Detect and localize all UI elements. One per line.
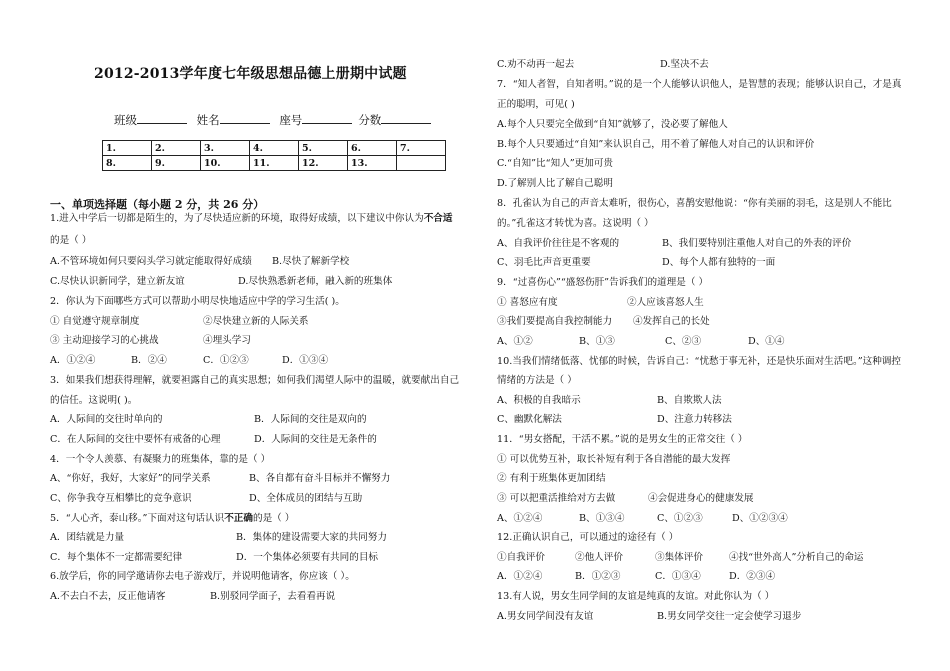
q9-choice-d: D、①④ bbox=[748, 336, 785, 347]
q11-item-4: ④会促进身心的健康发展 bbox=[648, 493, 754, 504]
q11-item-2: ② 有利于班集体更加团结 bbox=[497, 473, 606, 484]
q7-stem: 7．“知人者智，自知者明。”说的是一个人能够认识他人，是智慧的表现；能够认识自己，才是真 bbox=[497, 79, 902, 90]
q4-option-d: D、全体成员的团结与互助 bbox=[249, 493, 363, 504]
q7-option-b: B.每个人只要通过“自知”来认识自己，用不着了解他人对自己的认识和评价 bbox=[497, 139, 815, 150]
q4-option-b: B、各自都有奋斗目标并不懈努力 bbox=[249, 473, 391, 484]
q2-item-3: ③ 主动迎接学习的心挑战 bbox=[50, 335, 159, 346]
q5-option-b: B．集体的建设需要大家的共同努力 bbox=[236, 532, 387, 543]
answer-row bbox=[103, 141, 446, 156]
answer-cell[interactable]: 11. bbox=[250, 156, 299, 171]
answer-cell[interactable]: 10. bbox=[201, 156, 250, 171]
q8-stem: 8．孔雀认为自己的声音太难听，很伤心，喜鹊安慰他说：“你有美丽的羽毛，这是别人不能比 bbox=[497, 198, 892, 209]
answer-cell[interactable]: 13. bbox=[348, 156, 397, 171]
q13-option-b: B.男女同学交往一定会使学习退步 bbox=[657, 611, 802, 622]
seat-label: 座号 bbox=[279, 113, 303, 127]
answer-cell[interactable] bbox=[397, 156, 446, 171]
q10-option-b: B、自欺欺人法 bbox=[657, 395, 722, 406]
q5-option-d: D．一个集体必须要有共同的目标 bbox=[236, 552, 379, 563]
q11-choice-a: A、①②④ bbox=[497, 513, 543, 524]
q1-option-c: C.尽快认识新同学，建立新友谊 bbox=[50, 276, 185, 287]
q1-stem bbox=[50, 213, 453, 225]
q8-option-b: B、我们要特别注重他人对自己的外表的评价 bbox=[662, 238, 852, 249]
q7-option-a: A.每个人只要完全做到“自知”就够了，没必要了解他人 bbox=[497, 119, 728, 130]
q9-stem: 9．“过喜伤心”“盛怒伤肝”告诉我们的道理是（ ） bbox=[497, 277, 709, 288]
q2-choice-c: C．①②③ bbox=[203, 355, 249, 366]
q8-option-a: A、自我评价往往是不客观的 bbox=[497, 238, 620, 249]
score-blank bbox=[381, 112, 431, 124]
q7-option-d: D.了解别人比了解自己聪明 bbox=[497, 178, 613, 189]
q12-choice-a: A．①②④ bbox=[497, 571, 543, 582]
answer-cell[interactable]: 8. bbox=[103, 156, 152, 171]
q3-option-d: D．人际间的交往是无条件的 bbox=[254, 434, 377, 445]
class-blank bbox=[137, 112, 187, 124]
answer-table bbox=[102, 140, 446, 171]
q9-item-3: ③我们要提高自我控制能力 bbox=[497, 316, 613, 327]
student-info-line bbox=[114, 112, 437, 128]
class-label: 班级 bbox=[114, 113, 137, 127]
answer-cell[interactable]: 7. bbox=[397, 141, 446, 156]
q1-stem-cont: 的是（ ） bbox=[50, 235, 92, 246]
q6-option-c: C.劝不动再一起去 bbox=[497, 59, 575, 70]
answer-cell[interactable]: 3. bbox=[201, 141, 250, 156]
answer-cell[interactable]: 9. bbox=[152, 156, 201, 171]
q2-stem: 2．你认为下面哪些方式可以帮助小明尽快地适应中学的学习生活( )。 bbox=[50, 296, 345, 307]
q1-option-b: B.尽快了解新学校 bbox=[272, 256, 350, 267]
q11-item-1: ① 可以优势互补，取长补短有利于各自潜能的最大发挥 bbox=[497, 454, 731, 465]
q9-item-1: ① 喜怒应有度 bbox=[497, 297, 558, 308]
q5-stem bbox=[50, 513, 294, 525]
q3-option-c: C．在人际间的交往中要怀有戒备的心理 bbox=[50, 434, 221, 445]
q12-stem: 12.正确认识自己，可以通过的途径有（ ） bbox=[497, 532, 679, 543]
q9-item-2: ②人应该喜怒人生 bbox=[627, 297, 704, 308]
q5-option-a: A．团结就是力量 bbox=[50, 532, 125, 543]
q9-choice-c: C、②③ bbox=[665, 336, 702, 347]
q12-choice-c: C．①③④ bbox=[655, 571, 701, 582]
q2-item-1: ① 自觉遵守规章制度 bbox=[50, 316, 140, 327]
q9-item-4: ④发挥自己的长处 bbox=[633, 316, 710, 327]
seat-blank bbox=[302, 112, 352, 124]
answer-cell[interactable]: 6. bbox=[348, 141, 397, 156]
q3-stem-cont: 的信任。这说明( )。 bbox=[50, 395, 138, 406]
q2-item-2: ②尽快建立新的人际关系 bbox=[203, 316, 309, 327]
q11-choice-c: C、①②③ bbox=[657, 513, 703, 524]
name-label: 姓名 bbox=[196, 113, 220, 127]
q8-stem-cont: 的。”孔雀这才转忧为喜。这说明（ ） bbox=[497, 218, 654, 229]
q11-choice-d: D、①②③④ bbox=[732, 513, 788, 524]
q1-stem-emphasis: 不合适 bbox=[423, 213, 453, 224]
page-title: 2012-2013学年度七年级思想品德上册期中试题 bbox=[94, 66, 407, 82]
q5-option-c: C．每个集体不一定都需要纪律 bbox=[50, 552, 183, 563]
answer-cell[interactable]: 4. bbox=[250, 141, 299, 156]
q9-choice-b: B、①③ bbox=[579, 336, 615, 347]
section-heading: 一、单项选择题（每小题 2 分，共 26 分） bbox=[50, 198, 265, 211]
q5-stem-emphasis: 不正确 bbox=[224, 513, 253, 524]
q6-stem: 6.放学后，你的同学邀请你去电子游戏厅，并说明他请客，你应该（ ）。 bbox=[50, 571, 355, 582]
q6-option-d: D.坚决不去 bbox=[660, 59, 709, 70]
q10-stem: 10.当我们情绪低落、忧郁的时候，告诉自己：“忧愁于事无补，还是快乐面对生活吧。”这种调控 bbox=[497, 356, 902, 367]
q7-option-c: C.“自知”比“知人”更加可贵 bbox=[497, 158, 614, 169]
q10-option-d: D、注意力转移法 bbox=[657, 414, 732, 425]
q2-choice-d: D．①③④ bbox=[282, 355, 329, 366]
answer-row bbox=[103, 156, 446, 171]
answer-cell[interactable]: 12. bbox=[299, 156, 348, 171]
answer-cell[interactable]: 1. bbox=[103, 141, 152, 156]
q4-stem: 4．一个令人羡慕、有凝聚力的班集体，靠的是（ ） bbox=[50, 454, 271, 465]
q11-item-3: ③ 可以把重活推给对方去做 bbox=[497, 493, 616, 504]
q4-option-a: A、“你好，我好，大家好”的同学关系 bbox=[50, 473, 211, 484]
q9-choice-a: A、①② bbox=[497, 336, 533, 347]
name-blank bbox=[220, 112, 270, 124]
q2-item-4: ④埋头学习 bbox=[203, 335, 251, 346]
q10-option-a: A、积极的自我暗示 bbox=[497, 395, 581, 406]
q4-option-c: C、你争我夺互相攀比的竞争意识 bbox=[50, 493, 192, 504]
q12-item-4: ④找“世外高人”分析自己的命运 bbox=[729, 552, 864, 563]
answer-cell[interactable]: 5. bbox=[299, 141, 348, 156]
q6-option-a: A.不去白不去，反正他请客 bbox=[50, 591, 166, 602]
q3-stem: 3．如果我们想获得理解，就要袒露自己的真实思想；如何我们渴望人际中的温暖，就要献出自己 bbox=[50, 375, 460, 386]
q6-option-b: B.别驳同学面子，去看看再说 bbox=[210, 591, 336, 602]
q2-choice-a: A．①②④ bbox=[50, 355, 96, 366]
q3-option-a: A．人际间的交往时单向的 bbox=[50, 414, 163, 425]
q10-option-c: C、幽默化解法 bbox=[497, 414, 562, 425]
q2-choice-b: B．②④ bbox=[131, 355, 167, 366]
q5-stem-text: 5．“人心齐，泰山移。”下面对这句话认识 bbox=[50, 513, 225, 524]
q7-stem-cont: 正的聪明，可见( ) bbox=[497, 99, 575, 110]
q12-item-2: ②他人评价 bbox=[575, 552, 623, 563]
q12-item-1: ①自我评价 bbox=[497, 552, 545, 563]
q11-choice-b: B、①③④ bbox=[579, 513, 625, 524]
q12-choice-d: D．②③④ bbox=[729, 571, 776, 582]
q12-item-3: ③集体评价 bbox=[655, 552, 703, 563]
q5-stem-tail: 的是（ ） bbox=[253, 513, 295, 524]
q1-option-d: D.尽快熟悉新老师，融入新的班集体 bbox=[238, 276, 393, 287]
q10-stem-cont: 情绪的方法是（ ） bbox=[497, 375, 577, 386]
q13-option-a: A.男女同学间没有友谊 bbox=[497, 611, 594, 622]
q8-option-c: C、羽毛比声音更重要 bbox=[497, 257, 591, 268]
q8-option-d: D、每个人都有独特的一面 bbox=[662, 257, 776, 268]
score-label: 分数 bbox=[358, 113, 382, 127]
q1-option-a: A.不管环境如何只要闷头学习就定能取得好成绩 bbox=[50, 256, 252, 267]
q13-stem: 13.有人说，男女生同学间的友谊是纯真的友谊。对此你认为（ ） bbox=[497, 591, 775, 602]
q1-stem-text: 1.进入中学后一切都是陌生的，为了尽快适应新的环境，取得好成绩，以下建议中你认为 bbox=[50, 213, 424, 224]
q11-stem: 11．“男女搭配，干活不累。”说的是男女生的正常交往（ ） bbox=[497, 434, 748, 445]
answer-cell[interactable]: 2. bbox=[152, 141, 201, 156]
q12-choice-b: B．①②③ bbox=[575, 571, 621, 582]
q3-option-b: B．人际间的交往是双向的 bbox=[254, 414, 367, 425]
